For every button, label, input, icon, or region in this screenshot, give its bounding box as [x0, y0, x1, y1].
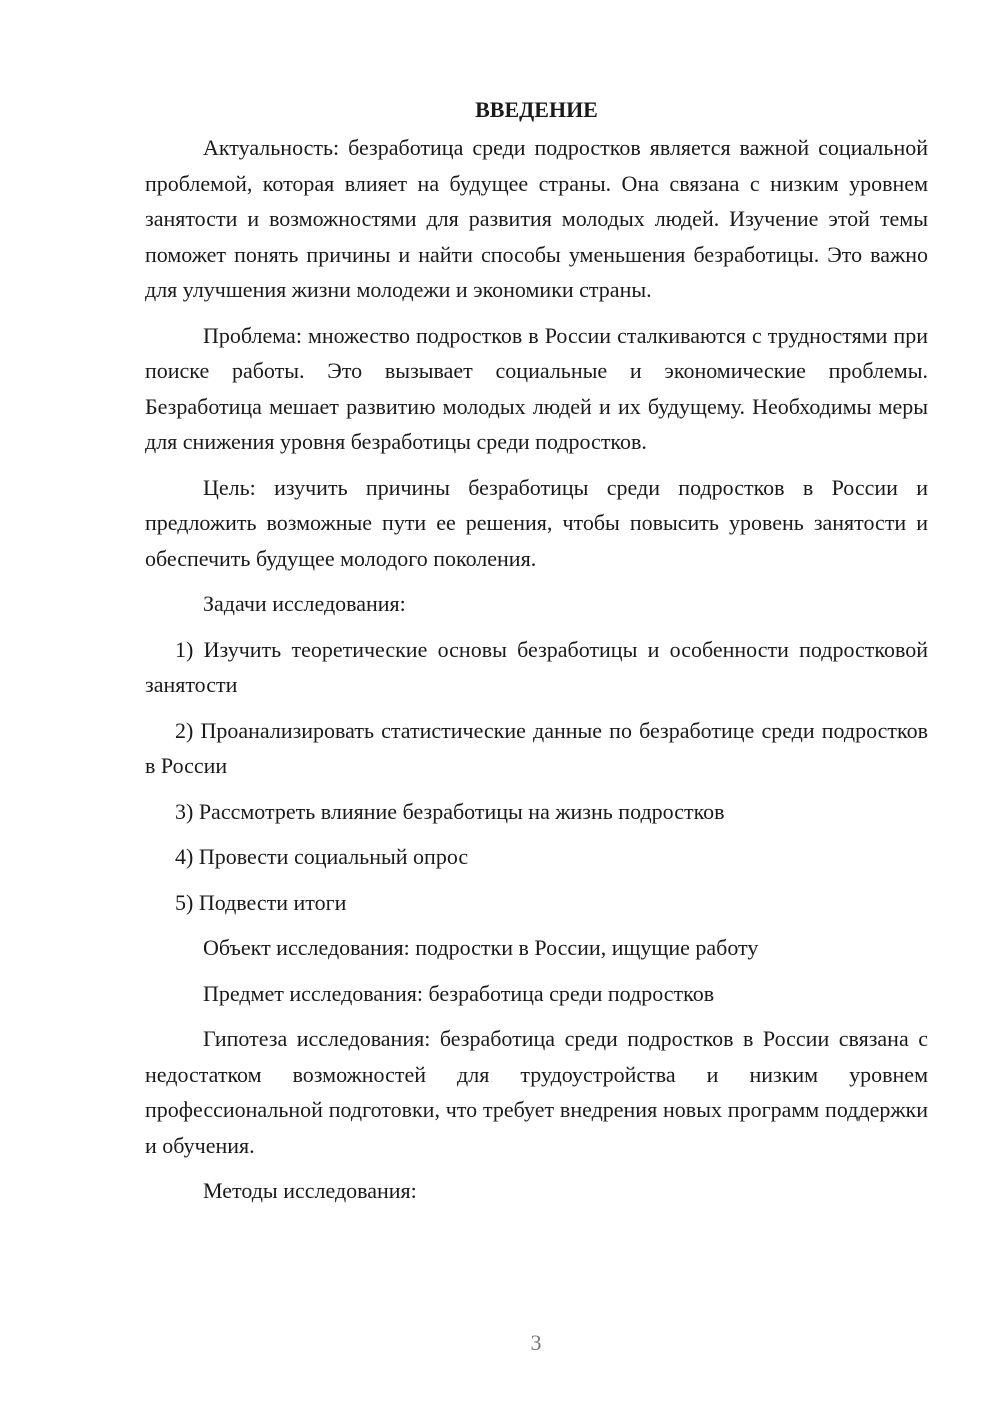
task-item: 3) Рассмотреть влияние безработицы на жизнь подростков [175, 798, 725, 824]
task-item: 1) Изучить теоретические основы безработицы и особенности подростковой занятости [145, 636, 928, 697]
problem-paragraph: Проблема: множество подростков в России сталкиваются с трудностями при поиске работы. Это вызывает социальные и экономические проблемы. Безработица мешает развитию молодых людей и их будущему. Необходимы меры для снижения уровня безработицы среди подростков. [145, 322, 928, 454]
hypothesis-paragraph: Гипотеза исследования: безработица среди подростков в России связана с недостатком возможностей для трудоустройства и низким уровнем профессиональной подготовки, что требует внедрения новых программ поддержки и обучения. [145, 1026, 928, 1158]
relevance-paragraph: Актуальность: безработица среди подростков является важной социальной проблемой, которая влияет на будущее страны. Она связана с низким уровнем занятости и возможностями для развития молодых людей. Изучение этой темы поможет понять причины и найти способы уменьшения безработицы. Это важно для улучшения жизни молодежи и экономики страны. [145, 135, 928, 302]
section-title: ВВЕДЕНИЕ [475, 97, 598, 122]
subject-paragraph: Предмет исследования: безработица среди подростков [203, 980, 715, 1006]
tasks-heading: Задачи исследования: [203, 591, 406, 616]
goal-paragraph: Цель: изучить причины безработицы среди подростков в России и предложить возможные пути ее решения, чтобы повысить уровень занятости и обеспечить будущее молодого поколения. [145, 474, 928, 571]
document-page [145, 92, 928, 1209]
task-item: 2) Проанализировать статистические данные по безработице среди подростков в России [145, 717, 928, 778]
task-item: 5) Подвести итоги [175, 889, 347, 915]
task-item: 4) Провести социальный опрос [175, 844, 469, 869]
page-number: 3 [530, 1330, 542, 1355]
methods-heading: Методы исследования: [203, 1178, 417, 1203]
object-paragraph: Объект исследования: подростки в России, ищущие работу [203, 935, 759, 960]
